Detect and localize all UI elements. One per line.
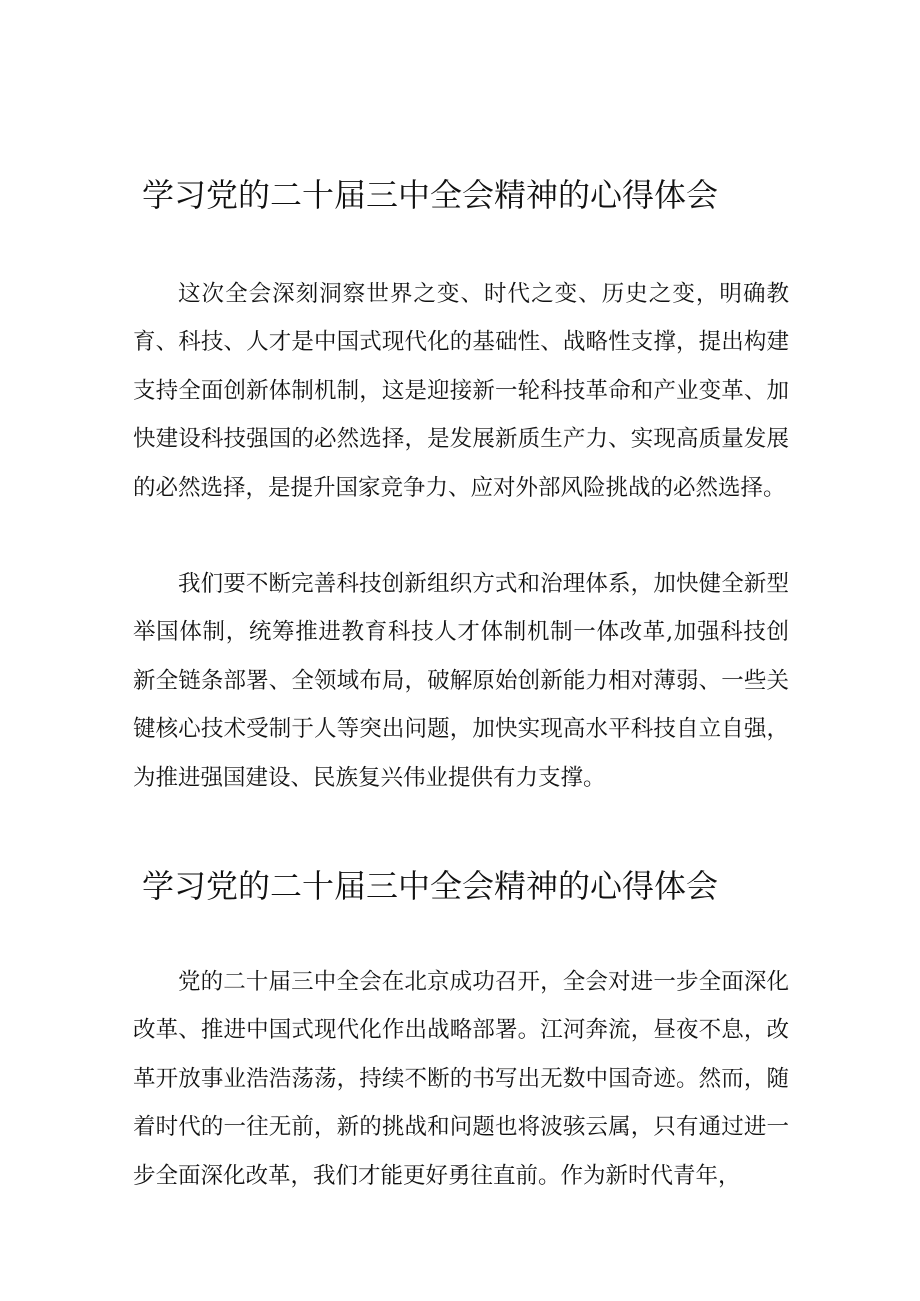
body-paragraph: 党的二十届三中全会在北京成功召开，全会对进一步全面深化改革、推进中国式现代化作出战略部署。江河奔流，昼夜不息，改革开放事业浩浩荡荡，持续不断的书写出无数中国奇迹。然而，随着时代的一往无前，新的挑战和问题也将波骇云属，只有通过进一步全面深化改革，我们才能更好勇往直前。作为新时代青年， <box>133 969 789 1189</box>
body-paragraph: 我们要不断完善科技创新组织方式和治理体系，加快健全新型举国体制，统筹推进教育科技人才体制机制一体改革,加强科技创新全链条部署、全领域布局，破解原始创新能力相对薄弱、一些关键核心技术受制于人等突出问题，加快实现高水平科技自立自强，为推进强国建设、民族复兴伟业提供有力支撑。 <box>133 571 789 791</box>
section-title: 学习党的二十届三中全会精神的心得体会 <box>142 867 719 905</box>
body-paragraph: 这次全会深刻洞察世界之变、时代之变、历史之变，明确教育、科技、人才是中国式现代化的基础性、战略性支撑，提出构建支持全面创新体制机制，这是迎接新一轮科技革命和产业变革、加快建设科技强国的必然选择，是发展新质生产力、实现高质量发展的必然选择，是提升国家竞争力、应对外部风险挑战的必然选择。 <box>133 281 789 501</box>
section-title: 学习党的二十届三中全会精神的心得体会 <box>142 176 719 214</box>
